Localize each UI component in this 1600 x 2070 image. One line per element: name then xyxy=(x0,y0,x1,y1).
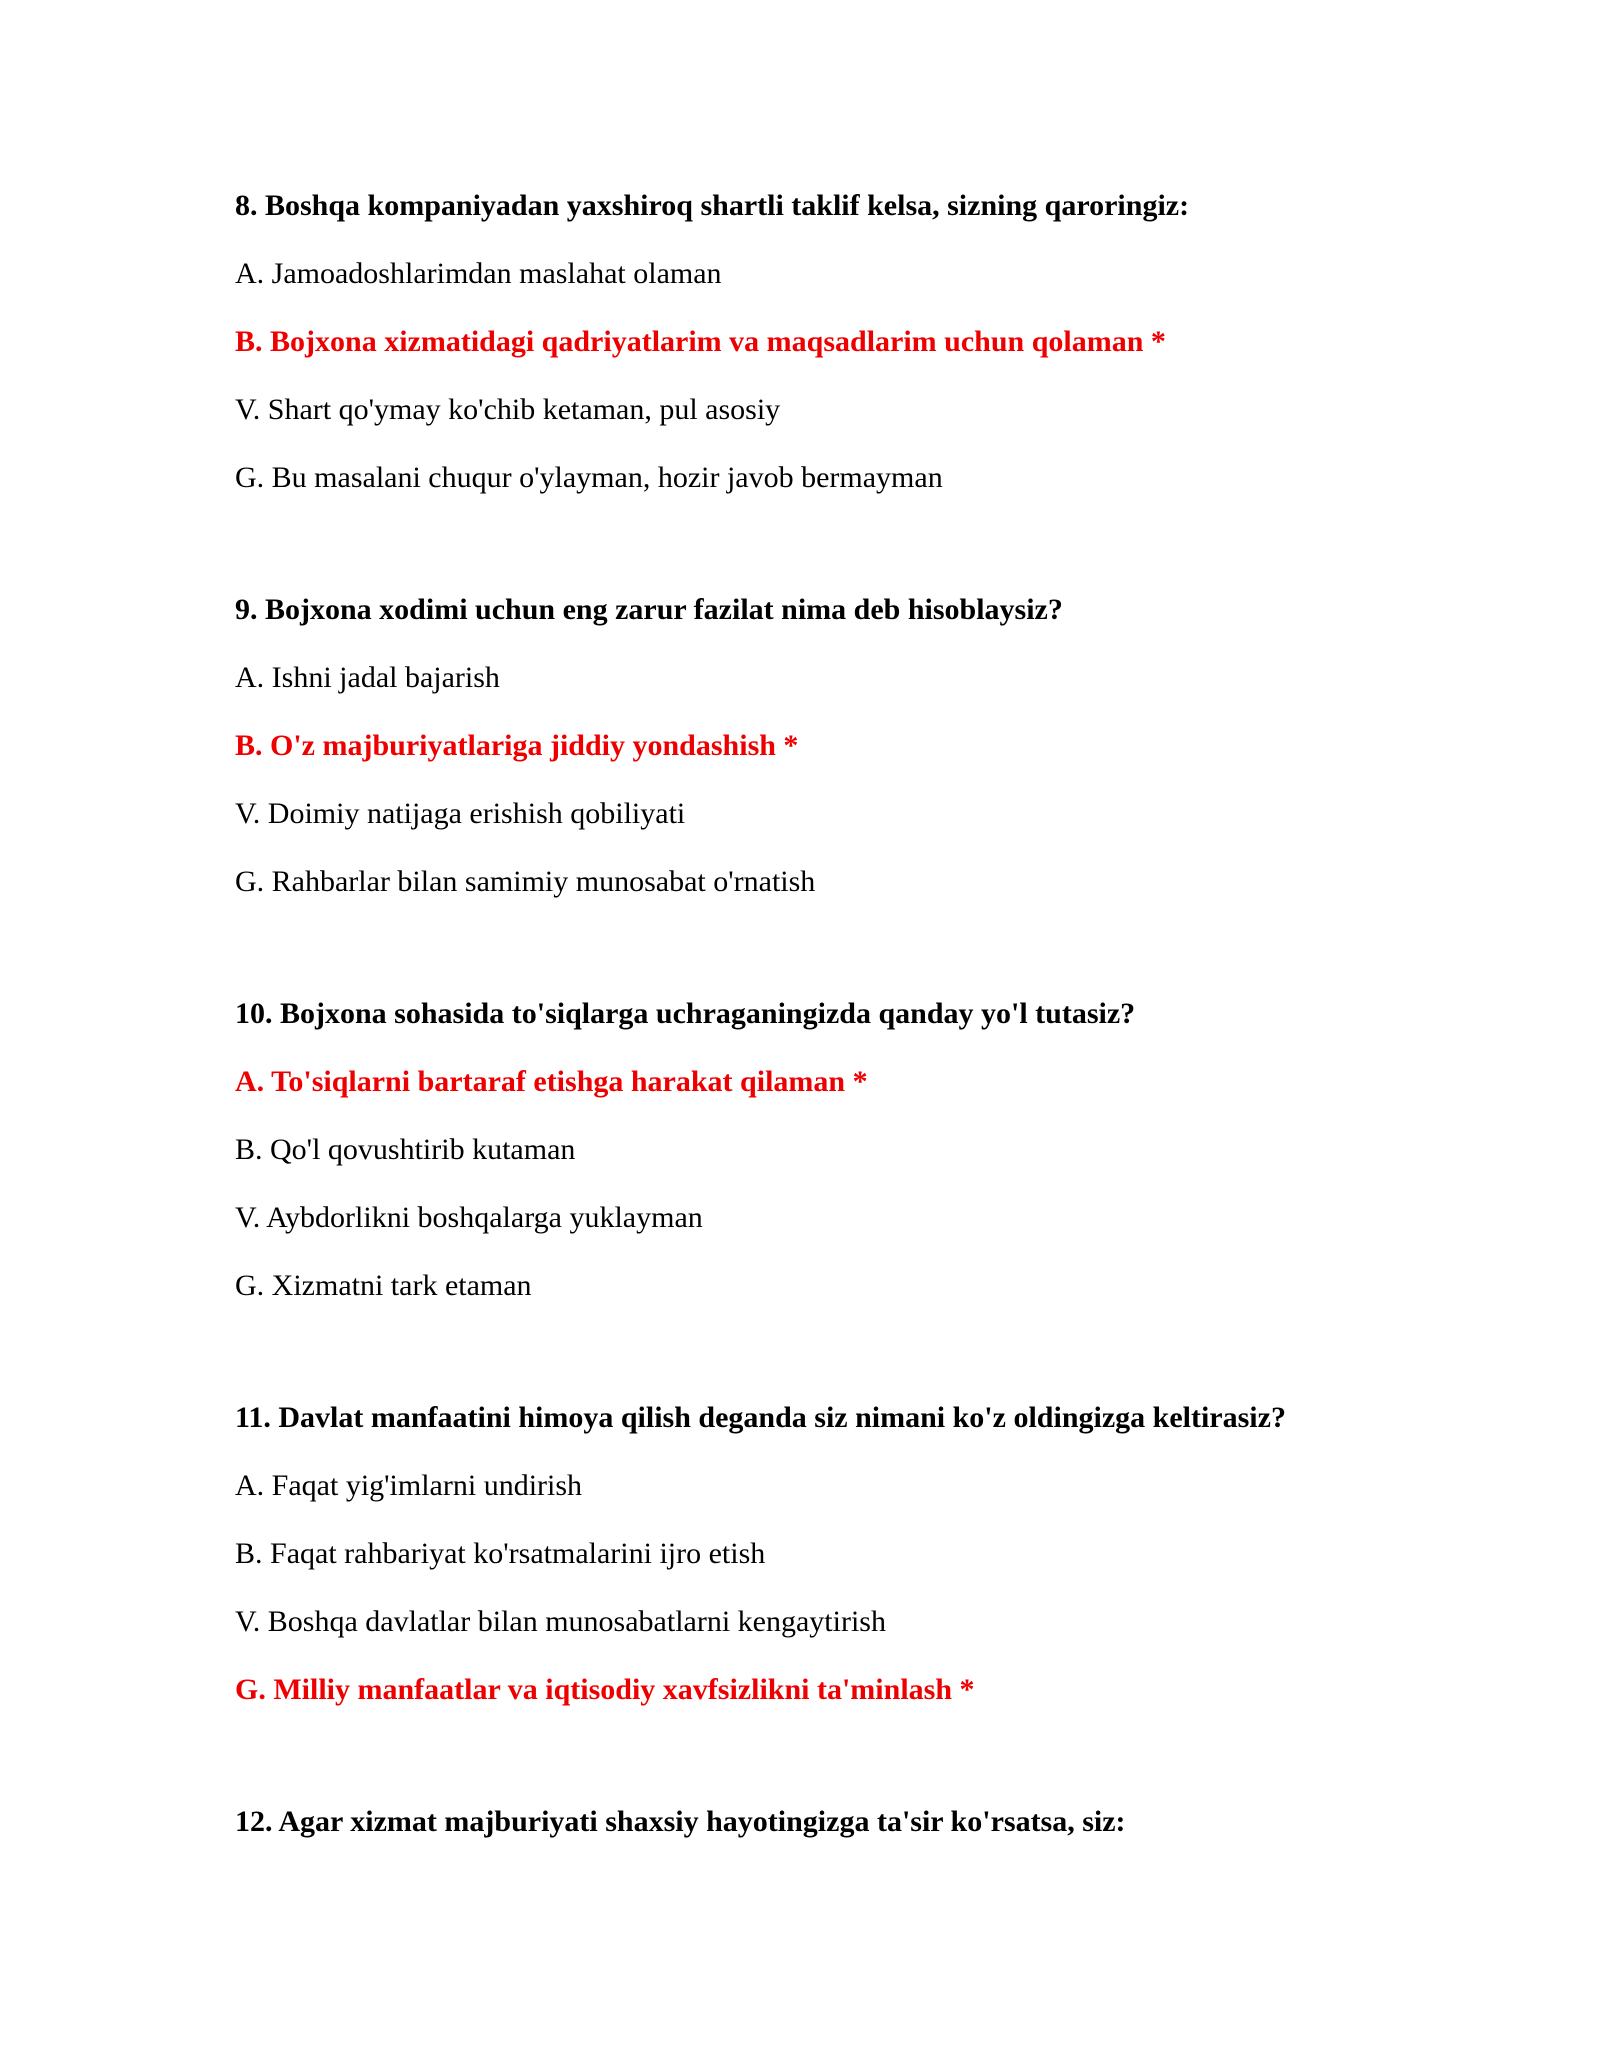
answer-option-a: A. Ishni jadal bajarish xyxy=(235,661,500,694)
question-10 xyxy=(235,994,1435,1306)
question-title: 10. Bojxona sohasida to'siqlarga uchraganingizda qanday yo'l tutasiz? xyxy=(235,997,1136,1030)
answer-option-b-correct: B. O'z majburiyatlariga jiddiy yondashish * xyxy=(235,729,799,762)
question-title: 8. Boshqa kompaniyadan yaxshiroq shartli taklif kelsa, sizning qaroringiz: xyxy=(235,189,1190,222)
question-12 xyxy=(235,1802,1435,1842)
answer-option-v: V. Doimiy natijaga erishish qobiliyati xyxy=(235,797,686,830)
answer-option-g: G. Bu masalani chuqur o'ylayman, hozir javob bermayman xyxy=(235,461,943,494)
answer-option-g-correct: G. Milliy manfaatlar va iqtisodiy xavfsizlikni ta'minlash * xyxy=(235,1673,975,1706)
answer-option-v: V. Aybdorlikni boshqalarga yuklayman xyxy=(235,1201,703,1234)
answer-option-a-correct: A. To'siqlarni bartaraf etishga harakat qilaman * xyxy=(235,1065,868,1098)
question-8 xyxy=(235,186,1435,498)
answer-option-v: V. Boshqa davlatlar bilan munosabatlarni kengaytirish xyxy=(235,1605,886,1638)
answer-option-b: B. Faqat rahbariyat ko'rsatmalarini ijro etish xyxy=(235,1537,766,1570)
question-11 xyxy=(235,1398,1435,1710)
question-title: 11. Davlat manfaatini himoya qilish deganda siz nimani ko'z oldingizga keltirasiz? xyxy=(235,1401,1286,1434)
answer-option-g: G. Xizmatni tark etaman xyxy=(235,1269,532,1302)
answer-option-b: B. Qo'l qovushtirib kutaman xyxy=(235,1133,576,1166)
answer-option-a: A. Faqat yig'imlarni undirish xyxy=(235,1469,583,1502)
answer-option-a: A. Jamoadoshlarimdan maslahat olaman xyxy=(235,257,722,290)
answer-option-b-correct: B. Bojxona xizmatidagi qadriyatlarim va maqsadlarim uchun qolaman * xyxy=(235,325,1166,358)
question-title: 12. Agar xizmat majburiyati shaxsiy hayotingizga ta'sir ko'rsatsa, siz: xyxy=(235,1805,1126,1838)
question-9 xyxy=(235,590,1435,902)
answer-option-v: V. Shart qo'ymay ko'chib ketaman, pul asosiy xyxy=(235,393,781,426)
answer-option-g: G. Rahbarlar bilan samimiy munosabat o'rnatish xyxy=(235,865,816,898)
question-title: 9. Bojxona xodimi uchun eng zarur fazilat nima deb hisoblaysiz? xyxy=(235,593,1063,626)
